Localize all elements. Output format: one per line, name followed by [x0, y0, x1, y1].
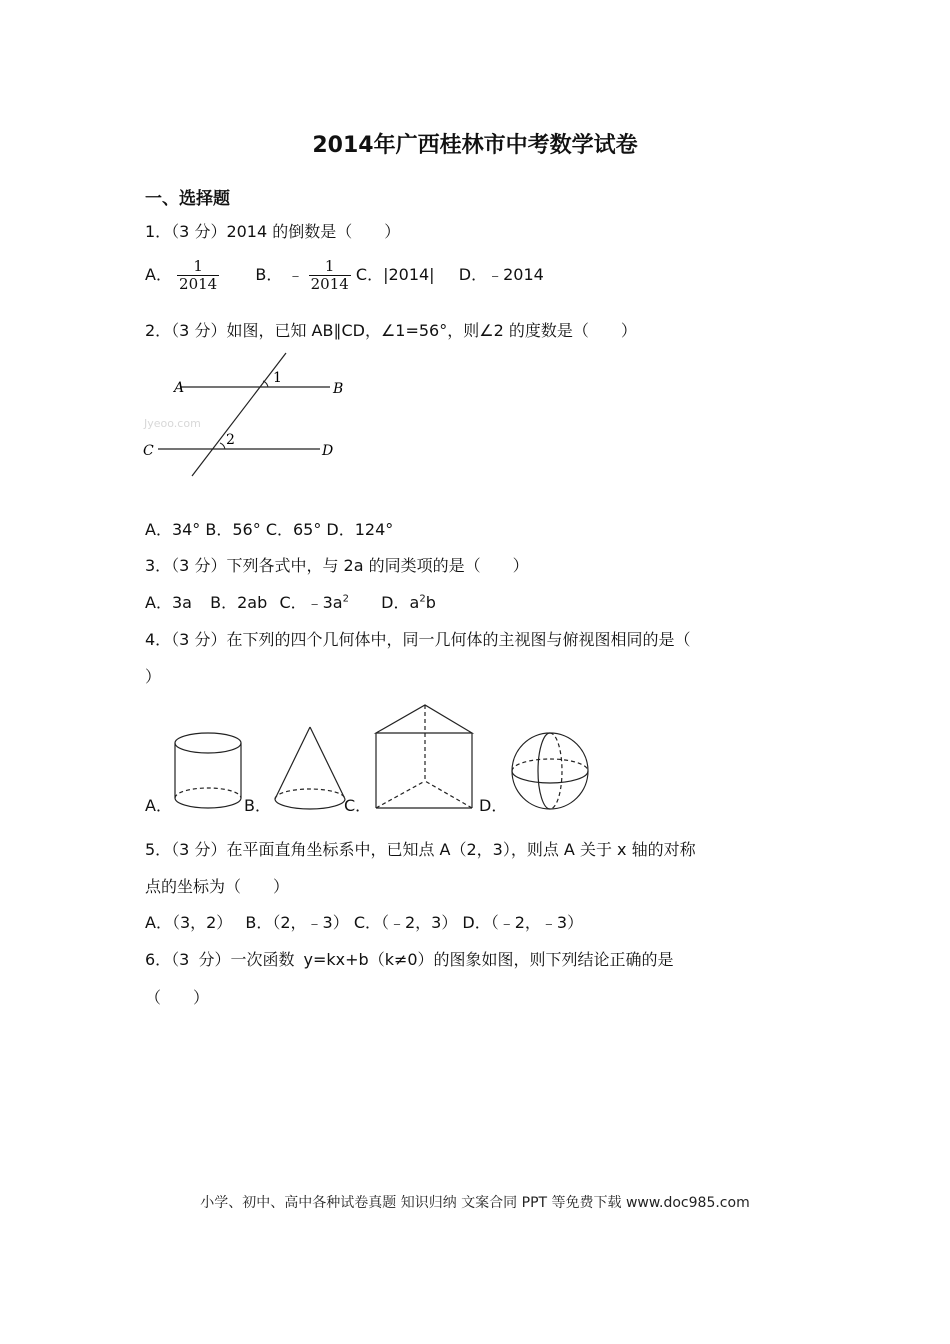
q1-option-a-label: A． [145, 265, 172, 284]
question-3-options [145, 590, 436, 613]
q1-b-sign: ﹣ [287, 265, 304, 284]
angle-1-label: 1 [273, 370, 282, 386]
question-1-stem: 1．（3 分）2014 的倒数是（ ） [145, 222, 401, 241]
point-a-label: A [174, 380, 185, 396]
question-5-options: A．（3，2） B．（2，﹣3） C．（﹣2，3） D．（﹣2，﹣3） [145, 913, 584, 932]
section-heading: 一、选择题 [145, 189, 230, 209]
q1-option-d: D．﹣2014 [458, 265, 544, 284]
question-5-stem-line1: 5．（3 分）在平面直角坐标系中，已知点 A（2，3），则点 A 关于 x 轴的对称 [145, 840, 696, 859]
page-footer: 小学、初中、高中各种试卷真题 知识归纳 文案合同 PPT 等免费下载 www.doc985.com [200, 1195, 750, 1211]
cylinder-figure [172, 728, 246, 814]
q3-option-d: D．$a^2b$ [381, 593, 436, 612]
point-b-label: B [333, 381, 344, 397]
question-2-stem: 2．（3 分）如图，已知 AB∥CD，∠1=56°，则∠2 的度数是（ ） [145, 321, 637, 340]
parallel-lines-figure [140, 350, 360, 480]
q1-option-b-label: B． [255, 265, 283, 284]
q1-b-denominator: 2014 [310, 275, 349, 293]
question-1-options [145, 258, 544, 293]
q4-option-d-label: D． [479, 796, 508, 815]
q3-option-b: B．2ab [210, 593, 268, 612]
q1-a-numerator: 1 [193, 257, 203, 275]
q1-option-a-fraction [177, 258, 219, 293]
question-4-stem-line1: 4．（3 分）在下列的四个几何体中，同一几何体的主视图与俯视图相同的是（ [145, 630, 691, 649]
point-c-label: C [143, 443, 154, 459]
cone-figure [272, 725, 348, 815]
q3-option-c: C．$﹣3a^2$ [279, 593, 349, 612]
question-6-stem-line2: （ ） [145, 988, 210, 1007]
q4-option-a-label: A． [145, 796, 172, 815]
q1-option-c: C．|2014| [355, 265, 435, 284]
q1-a-denominator: 2014 [179, 275, 218, 293]
q1-b-numerator: 1 [324, 257, 335, 275]
page-title: 2014年广西桂林市中考数学试卷 [312, 133, 638, 158]
question-4-stem-line2: ） [145, 667, 162, 686]
point-d-label: D [322, 443, 334, 459]
q4-option-c-label: C． [344, 796, 372, 815]
angle-2-label: 2 [226, 432, 235, 448]
watermark-text: Jyeoo.com [144, 417, 201, 430]
q3-option-a: A．3a [145, 593, 192, 612]
question-3-stem: 3．（3 分）下列各式中，与 2a 的同类项的是（ ） [145, 556, 529, 575]
triangular-prism-figure [373, 703, 475, 811]
question-6-stem-line1: 6．（3 分）一次函数 y=kx+b（k≠0）的图象如图，则下列结论正确的是 [145, 950, 674, 969]
question-5-stem-line2: 点的坐标为（ ） [145, 877, 290, 896]
question-2-options: A．34° B．56° C．65° D．124° [145, 520, 394, 539]
sphere-figure [510, 731, 592, 813]
q4-option-b-label: B． [244, 796, 271, 815]
q1-option-b-fraction [309, 258, 351, 293]
